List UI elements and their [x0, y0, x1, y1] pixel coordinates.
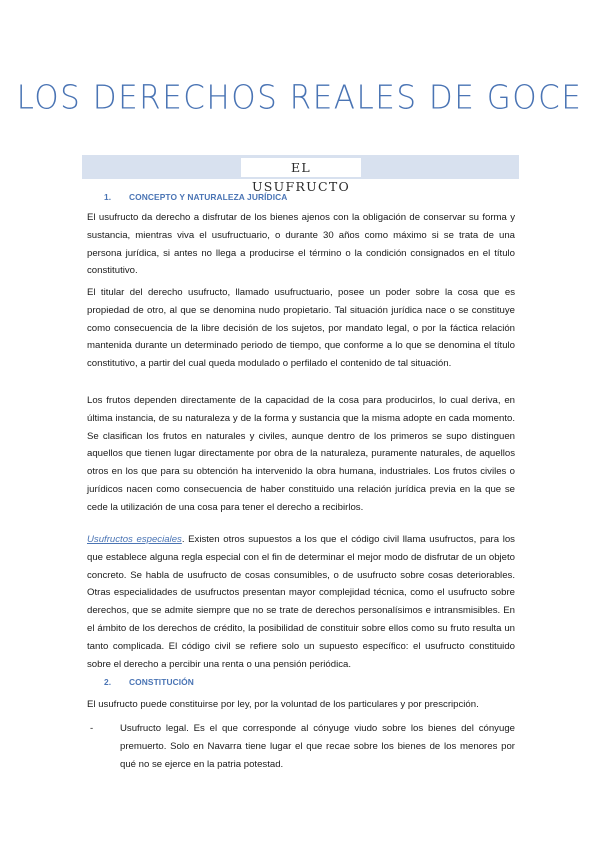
paragraph-4 [87, 531, 515, 673]
heading-text: CONCEPTO Y NATURALEZA JURÍDICA [129, 192, 288, 202]
paragraph-3: Los frutos dependen directamente de la capacidad de la cosa para producirlos, lo cual deriva, en última instancia, de su naturaleza y de la forma y sustancia que la misma adopte en cada momento. Se clasifican los frutos en naturales y civiles, aunque dentro de los primeros se supo distinguen aquellos que tienen lugar directamente por obra de la naturaleza, puramente naturales, de aquellos otros en los que para su obtención ha intervenido la obra humana, industriales. Los frutos civiles o jurídicos nacen como consecuencia de haber constituido una relación jurídica previa en la que se cede la utilización de una cosa para tener el derecho a recibirlos. [87, 395, 515, 513]
usufructos-especiales-link[interactable]: Usufructos especiales [87, 534, 182, 545]
paragraph-4-text: . Existen otros supuestos a los que el código civil llama usufructos, para los que establece alguna regla especial con el fin de determinar el mejor modo de disfrutar de un objeto concreto. Se habla de usufructo de cosas consumibles, o de usufructo sobre cosas deteriorables. Otras especialidades de usufructos presentan mayor complejidad técnica, como el usufructo sobre derechos, que se admite siempre que no se trate de derechos personalísimos e intransmisibles. En el ámbito de los derechos de crédito, la posibilidad de constituir sobre ellos como su fruto resulta un tanto complicada. El código civil se refiere solo un supuesto específico: el usufructo constituido sobre el derecho a percibir una renta o una pensión periódica. [87, 534, 515, 670]
bullet-dash: - [90, 723, 94, 734]
document-title: LOS DERECHOS REALES DE GOCE [16, 79, 583, 117]
heading-concepto [104, 192, 287, 202]
heading-number: 2. [104, 677, 112, 687]
bullet-text: Usufructo legal. Es el que corresponde al cónyuge viudo sobre los bienes del cónyuge premuerto. Solo en Navarra tiene lugar el que recae sobre los bienes de los menores por qué no se ejerce en la patria potestad. [120, 723, 515, 770]
paragraph-5: El usufructo puede constituirse por ley, por la voluntad de los particulares y por prescripción. [87, 699, 479, 710]
heading-text: CONSTITUCIÓN [129, 677, 194, 687]
section-title: EL USUFRUCTO [241, 158, 361, 177]
paragraph-1: El usufructo da derecho a disfrutar de los bienes ajenos con la obligación de conservar su forma y sustancia, mientras viva el usufructuario, o durante 30 años como máximo si se trata de una persona jurídica, si antes no llega a producirse el término o la condición consignados en el título constitutivo. [87, 212, 515, 277]
heading-number: 1. [104, 192, 112, 202]
heading-constitucion [104, 677, 194, 687]
paragraph-2: El titular del derecho usufructo, llamado usufructuario, posee un poder sobre la cosa que es propiedad de otro, al que se denomina nudo propietario. Tal situación jurídica nace o se constituye como consecuencia de la libre decisión de los sujetos, por mandato legal, o por la fáctica relación mantenida durante un determinado periodo de tiempo, que conforme a lo que se denomina el título constitutivo, a partir del cual queda modulado o perfilado el contenido de tal situación. [87, 287, 515, 370]
